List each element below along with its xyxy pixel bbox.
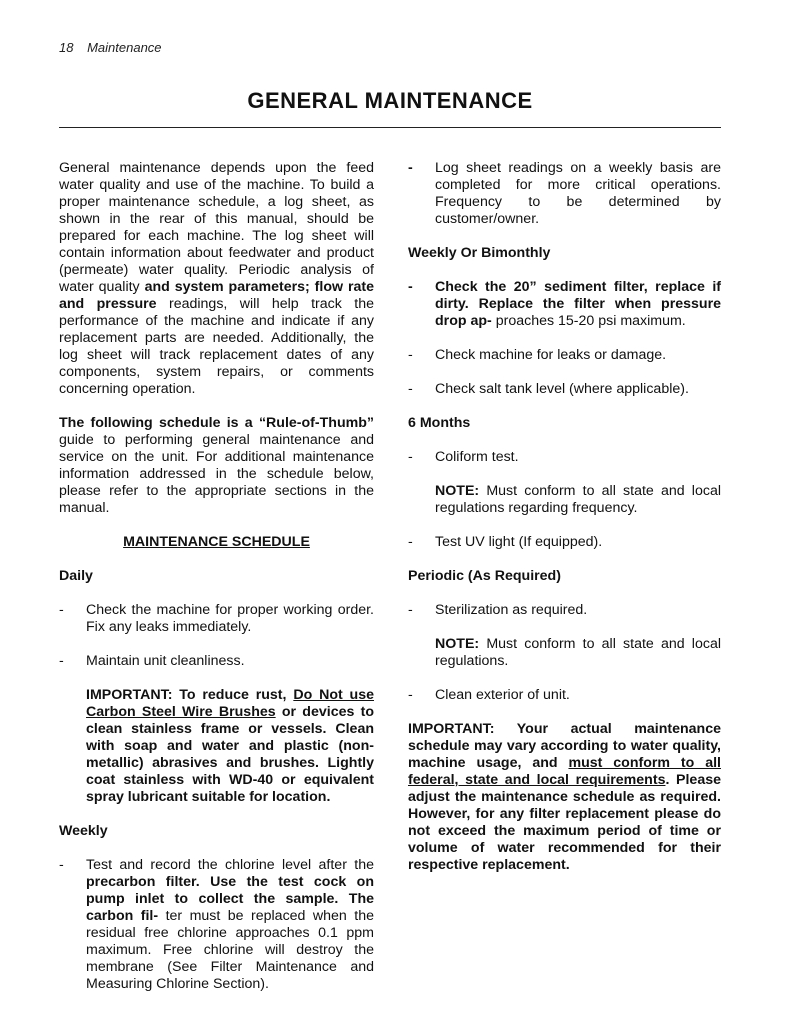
- page-title: GENERAL MAINTENANCE: [247, 88, 533, 113]
- periodic-heading: Periodic (As Required): [408, 568, 561, 584]
- leak-check-item: - Check machine for leaks or damage.: [408, 347, 667, 363]
- right-column: [408, 160, 721, 874]
- clean-exterior-item: - Clean exterior of unit.: [408, 687, 570, 703]
- sterilization-item: - Sterilization as required.: [408, 602, 588, 618]
- weekly-heading: Weekly: [59, 823, 108, 839]
- weekly-bimonthly-heading: Weekly Or Bimonthly: [408, 245, 551, 261]
- sediment-filter-item: - Check the 20” sediment filter, replace if dirty. Replace the filter when pressure drop ap- proaches 15-20 psi maximum.: [408, 279, 721, 329]
- six-months-heading: 6 Months: [408, 415, 471, 431]
- uv-light-item: - Test UV light (If equipped).: [408, 534, 603, 550]
- final-important-note: IMPORTANT: Your actual maintenance schedule may vary according to water quality, machine usage, and must conform to all federal, state and local requirements. Please adjust the maintenance schedule as required. However, for any filter replacement please do not exceed the maximum period of time or volume of water recommended for their respective replacement.: [408, 721, 721, 873]
- coliform-item: - Coliform test.: [408, 449, 519, 465]
- daily-important-note: IMPORTANT: To reduce rust, Do Not use Carbon Steel Wire Brushes or devices to clean stainless frame or vessels. Clean with soap and water and plastic (non-metallic) abrasives and brushes. Lightly coat stainless with WD-40 or equivalent spray lubricant suitable for location.: [86, 687, 374, 805]
- section-name: Maintenance: [87, 40, 162, 55]
- running-header: [59, 40, 162, 55]
- six-months-note: NOTE: Must conform to all state and local regulations regarding frequency.: [435, 483, 721, 516]
- daily-item-clean: - Maintain unit cleanliness.: [59, 653, 245, 669]
- schedule-title: MAINTENANCE SCHEDULE: [123, 534, 310, 550]
- guide-paragraph: The following schedule is a “Rule-of-Thumb” guide to performing general maintenance and service on the unit. For additional maintenance information addressed in the schedule below, please refer to the appropriate sections in the manual.: [59, 415, 374, 516]
- daily-heading: Daily: [59, 568, 93, 584]
- log-sheet-item: - Log sheet readings on a weekly basis are completed for more critical operations. Frequency to be determined by customer/owner.: [408, 160, 721, 227]
- daily-item-check: - Check the machine for proper working order. Fix any leaks immediately.: [59, 602, 374, 635]
- intro-paragraph: General maintenance depends upon the feed water quality and use of the machine. To build a proper maintenance schedule, a log sheet, as shown in the rear of this manual, should be prepared for each machine. The log sheet will contain information about feedwater and product (permeate) water quality. Periodic analysis of water quality and system parameters; flow rate and pressure readings, will help track the performance of the machine and indicate if any replacement parts are needed. Additionally, the log sheet will track replacement dates of any components, system repairs, or comments concerning operation.: [59, 160, 375, 397]
- salt-tank-item: - Check salt tank level (where applicable).: [408, 381, 689, 397]
- title-divider: [59, 127, 721, 128]
- weekly-item-chlorine: - Test and record the chlorine level after the precarbon filter. Use the test cock on pump inlet to collect the sample. The carbon fil- ter must be replaced when the residual free chlorine approaches 0.1 ppm maximum. Free chlorine will destroy the membrane (See Filter Maintenance and Measuring Chlorine Section).: [59, 857, 374, 992]
- periodic-note: NOTE: Must conform to all state and local regulations.: [435, 636, 721, 669]
- left-column: [59, 160, 374, 993]
- page-number: 18: [59, 40, 74, 55]
